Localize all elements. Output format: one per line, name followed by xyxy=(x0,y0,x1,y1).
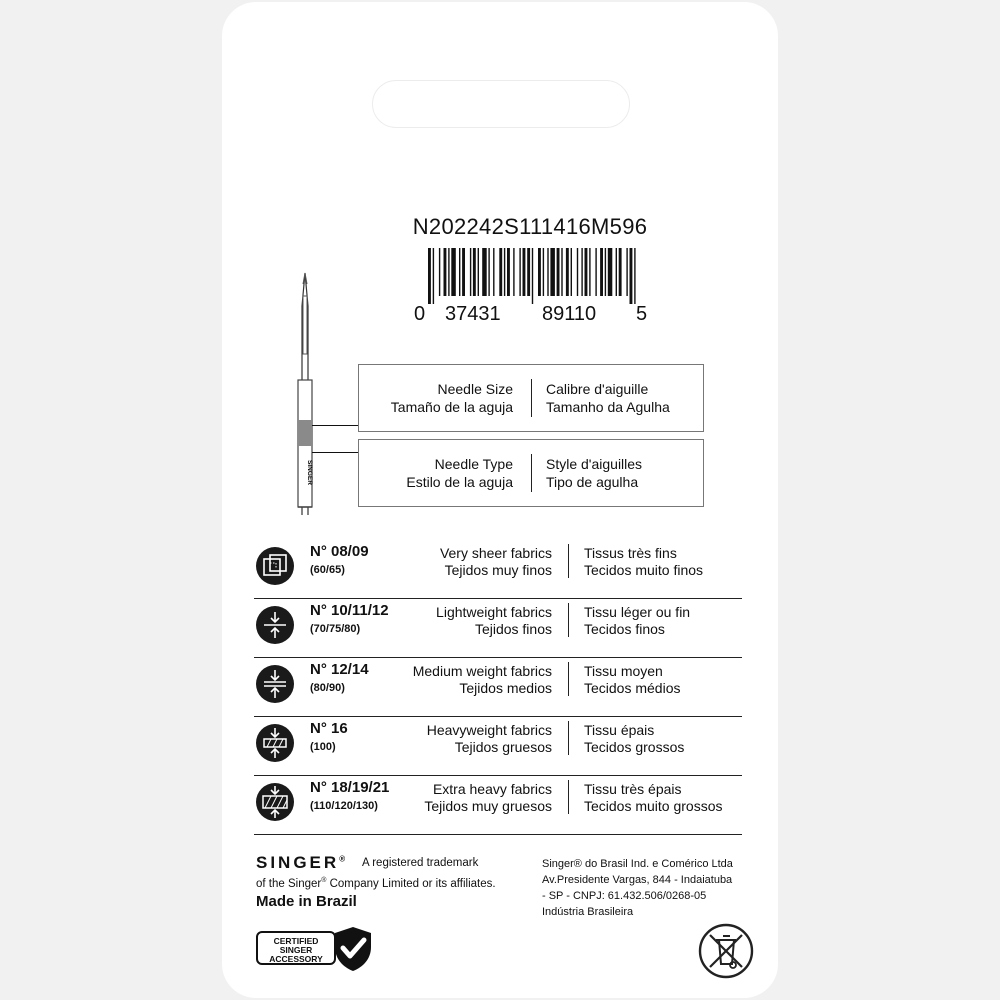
barcode-bar xyxy=(634,248,635,304)
barcode-bar xyxy=(499,248,502,296)
needle-size-pt: Tamanho da Agulha xyxy=(546,399,670,415)
row-divider xyxy=(568,544,569,578)
trademark-line-1: A registered trademark xyxy=(362,857,479,869)
needle-size-en: Needle Size xyxy=(437,381,513,397)
barcode-bar xyxy=(462,248,465,296)
barcode xyxy=(428,248,636,304)
barcode-bar xyxy=(470,248,471,296)
barcode-digit-check: 5 xyxy=(636,303,648,325)
size-metric: (70/75/80) xyxy=(310,623,361,635)
barcode-bar xyxy=(557,248,560,296)
barcode-bar xyxy=(428,248,431,304)
needle-illustration xyxy=(290,270,320,515)
barcode-bar xyxy=(504,248,505,296)
barcode-bar xyxy=(482,248,487,296)
row-divider xyxy=(568,780,569,814)
barcode-bar xyxy=(527,248,530,296)
barcode-bar xyxy=(561,248,562,296)
heavy-fabric-icon xyxy=(256,724,294,762)
size-number: N° 08/09 xyxy=(310,543,369,560)
size-row xyxy=(254,774,742,835)
needle-brand-text: SINGER xyxy=(306,460,313,485)
barcode-bar xyxy=(550,248,555,296)
made-in: Made in Brazil xyxy=(256,893,357,910)
fabric-es: Tejidos muy gruesos xyxy=(424,798,552,814)
barcode-bar xyxy=(459,248,460,296)
fabric-es: Tejidos gruesos xyxy=(454,739,552,755)
row-divider xyxy=(568,603,569,637)
fabric-fr: Tissu épais xyxy=(584,722,655,738)
barcode-bar xyxy=(451,248,456,296)
shield-check-icon xyxy=(332,925,374,973)
barcode-digit-first: 0 xyxy=(414,303,426,325)
needle-type-es: Estilo de la aguja xyxy=(406,474,513,490)
barcode-bar xyxy=(448,248,449,296)
barcode-bar xyxy=(589,248,590,296)
fabric-pt: Tecidos muito finos xyxy=(584,562,704,578)
barcode-bar xyxy=(513,248,514,296)
needle-type-leader xyxy=(312,452,358,453)
barcode-bar xyxy=(600,248,603,296)
barcode-bar xyxy=(585,248,588,296)
fabric-en: Very sheer fabrics xyxy=(439,545,552,561)
no-trash-bin-icon xyxy=(697,922,755,980)
fabric-es: Tejidos finos xyxy=(474,621,552,637)
barcode-bar xyxy=(488,248,489,296)
barcode-bar xyxy=(630,248,633,304)
needle-size-box xyxy=(358,364,704,432)
needle-type-en: Needle Type xyxy=(434,456,513,472)
size-row xyxy=(254,656,742,717)
barcode-bar xyxy=(605,248,606,296)
size-metric: (60/65) xyxy=(310,564,345,576)
barcode-bar xyxy=(626,248,627,296)
size-row xyxy=(254,597,742,658)
barcode-bar xyxy=(538,248,541,296)
barcode-bar xyxy=(543,248,544,296)
address-line: - SP - CNPJ: 61.432.506/0268-05 xyxy=(542,890,707,902)
barcode-bar xyxy=(595,248,596,296)
needle-type-pt: Tipo de agulha xyxy=(546,474,639,490)
needle-size-leader xyxy=(312,425,358,426)
barcode-bar xyxy=(478,248,479,296)
fabric-pt: Tecidos médios xyxy=(584,680,681,696)
barcode-bar xyxy=(608,248,613,296)
fabric-en: Extra heavy fabrics xyxy=(432,781,552,797)
address-line: Indústria Brasileira xyxy=(542,906,634,918)
barcode-bar xyxy=(619,248,622,296)
barcode-bar xyxy=(507,248,510,296)
barcode-bar xyxy=(519,248,520,296)
barcode-bar xyxy=(581,248,582,296)
needle-type-fr: Style d'aiguilles xyxy=(546,456,643,472)
row-divider xyxy=(568,721,569,755)
barcode-bar xyxy=(444,248,447,296)
barcode-bar xyxy=(616,248,617,296)
barcode-bar xyxy=(547,248,548,296)
fabric-en: Heavyweight fabrics xyxy=(426,722,552,738)
fabric-pt: Tecidos grossos xyxy=(584,739,685,755)
needle-size-es: Tamaño de la aguja xyxy=(390,399,513,415)
size-metric: (110/120/130) xyxy=(310,800,378,812)
medium-fabric-icon xyxy=(256,665,294,703)
fabric-es: Tejidos muy finos xyxy=(444,562,552,578)
fabric-es: Tejidos medios xyxy=(459,680,552,696)
barcode-bar xyxy=(566,248,569,296)
box-divider xyxy=(531,379,532,417)
barcode-bar xyxy=(493,248,494,296)
hang-slot xyxy=(372,80,630,128)
barcode-bar xyxy=(577,248,578,296)
needle-size-fr: Calibre d'aiguille xyxy=(546,381,649,397)
barcode-bar xyxy=(532,248,533,304)
barcode-digit-group-1: 37431 xyxy=(445,303,501,325)
size-row xyxy=(254,538,742,599)
company-address xyxy=(542,856,733,920)
size-number: N° 16 xyxy=(310,720,348,737)
fabric-fr: Tissu léger ou fin xyxy=(584,604,691,620)
size-metric: (80/90) xyxy=(310,682,345,694)
fabric-fr: Tissu moyen xyxy=(584,663,663,679)
row-divider xyxy=(568,662,569,696)
size-number: N° 18/19/21 xyxy=(310,779,390,796)
barcode-bar xyxy=(523,248,526,296)
needle-type-box xyxy=(358,439,704,507)
barcode-bar xyxy=(571,248,572,296)
fabric-pt: Tecidos muito grossos xyxy=(584,798,723,814)
fabric-pt: Tecidos finos xyxy=(584,621,665,637)
barcode-bar xyxy=(433,248,434,304)
size-row xyxy=(254,715,742,776)
size-metric: (100) xyxy=(310,741,336,753)
address-line: Av.Presidente Vargas, 844 - Indaiatuba xyxy=(542,874,733,886)
size-number: N° 10/11/12 xyxy=(310,602,389,619)
barcode-digit-group-2: 89110 xyxy=(542,303,597,325)
lightweight-fabric-icon xyxy=(256,606,294,644)
product-code: N202242S111416M596 xyxy=(412,214,648,239)
trademark-line-2: of the Singer® Company Limited or its affiliates. xyxy=(256,877,496,890)
address-line: Singer® do Brasil Ind. e Comérico Ltda xyxy=(542,858,733,870)
box-divider xyxy=(531,454,532,492)
fabric-en: Lightweight fabrics xyxy=(436,604,552,620)
barcode-bar xyxy=(439,248,440,296)
singer-logo: SINGER® xyxy=(256,853,346,872)
fabric-en: Medium weight fabrics xyxy=(412,663,552,679)
fabric-fr: Tissu très épais xyxy=(584,781,682,797)
size-number: N° 12/14 xyxy=(310,661,369,678)
sheer-fabric-icon xyxy=(256,547,294,585)
fabric-fr: Tissus très fins xyxy=(584,545,677,561)
barcode-bar xyxy=(473,248,476,296)
extra-heavy-fabric-icon xyxy=(256,783,294,821)
